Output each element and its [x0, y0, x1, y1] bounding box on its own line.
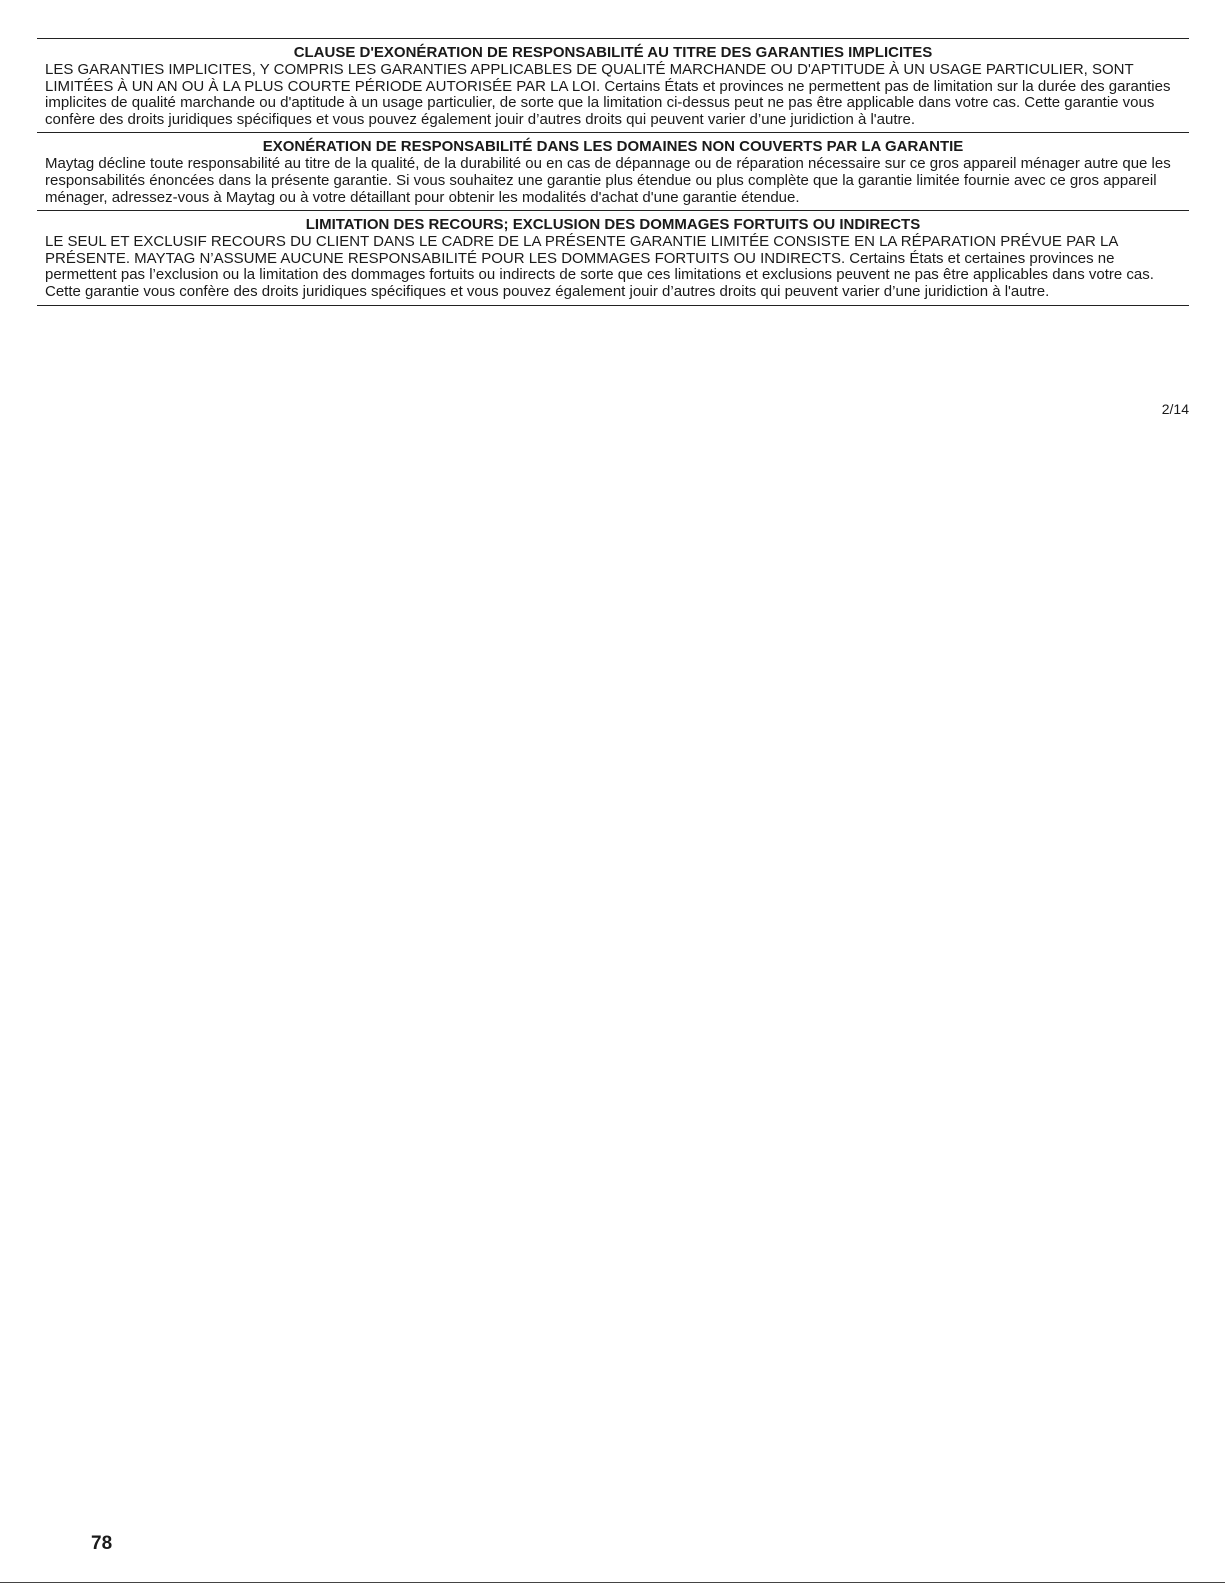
section-implied-warranties: [37, 39, 1189, 132]
section-limitation-of-remedies: [37, 211, 1189, 304]
revision-code: 2/14: [1161, 401, 1189, 417]
page-bottom-edge: [0, 1582, 1225, 1583]
section-body: LE SEUL ET EXCLUSIF RECOURS DU CLIENT DANS LE CADRE DE LA PRÉSENTE GARANTIE LIMITÉE CONSISTE EN LA RÉPARATION PRÉVUE PAR LA PRÉSENTE. MAYTAG N’ASSUME AUCUNE RESPONSABILITÉ POUR LES DOMMAGES FORTUITS OU INDIRECTS. Certains États et certaines provinces ne permettent pas l’exclusion ou la limitation des dommages fortuits ou indirects de sorte que ces limitations et exclusions peuvent ne pas être applicables dans votre cas. Cette garantie vous confère des droits juridiques spécifiques et vous pouvez également jouir d’autres droits qui peuvent varier d’une juridiction à l'autre.: [45, 233, 1154, 300]
section-heading: LIMITATION DES RECOURS; EXCLUSION DES DOMMAGES FORTUITS OU INDIRECTS: [305, 216, 921, 234]
section-heading: EXONÉRATION DE RESPONSABILITÉ DANS LES DOMAINES NON COUVERTS PAR LA GARANTIE: [262, 138, 964, 156]
warranty-document: [37, 38, 1189, 306]
page-number: 78: [91, 1533, 113, 1554]
bottom-divider: [37, 305, 1189, 306]
section-body: LES GARANTIES IMPLICITES, Y COMPRIS LES GARANTIES APPLICABLES DE QUALITÉ MARCHANDE OU D'APTITUDE À UN USAGE PARTICULIER, SONT LIMITÉES À UN AN OU À LA PLUS COURTE PÉRIODE AUTORISÉE PAR LA LOI. Certains États et provinces ne permettent pas de limitation sur la durée des garanties implicites de qualité marchande ou d'aptitude à un usage particulier, de sorte que la limitation ci-dessus peut ne pas être applicable dans votre cas. Cette garantie vous confère des droits juridiques spécifiques et vous pouvez également jouir d’autres droits qui peuvent varier d’une juridiction à l'autre.: [45, 61, 1171, 128]
section-not-covered: [37, 133, 1189, 210]
section-heading: CLAUSE D'EXONÉRATION DE RESPONSABILITÉ AU TITRE DES GARANTIES IMPLICITES: [293, 44, 933, 61]
section-body: Maytag décline toute responsabilité au titre de la qualité, de la durabilité ou en cas de dépannage ou de réparation nécessaire sur ce gros appareil ménager autre que les responsabilités énoncées dans la présente garantie. Si vous souhaitez une garantie plus étendue ou plus complète que la garantie limitée fournie avec ce gros appareil ménager, adressez-vous à Maytag ou à votre détaillant pour obtenir les modalités d'achat d'une garantie étendue.: [45, 155, 1171, 206]
